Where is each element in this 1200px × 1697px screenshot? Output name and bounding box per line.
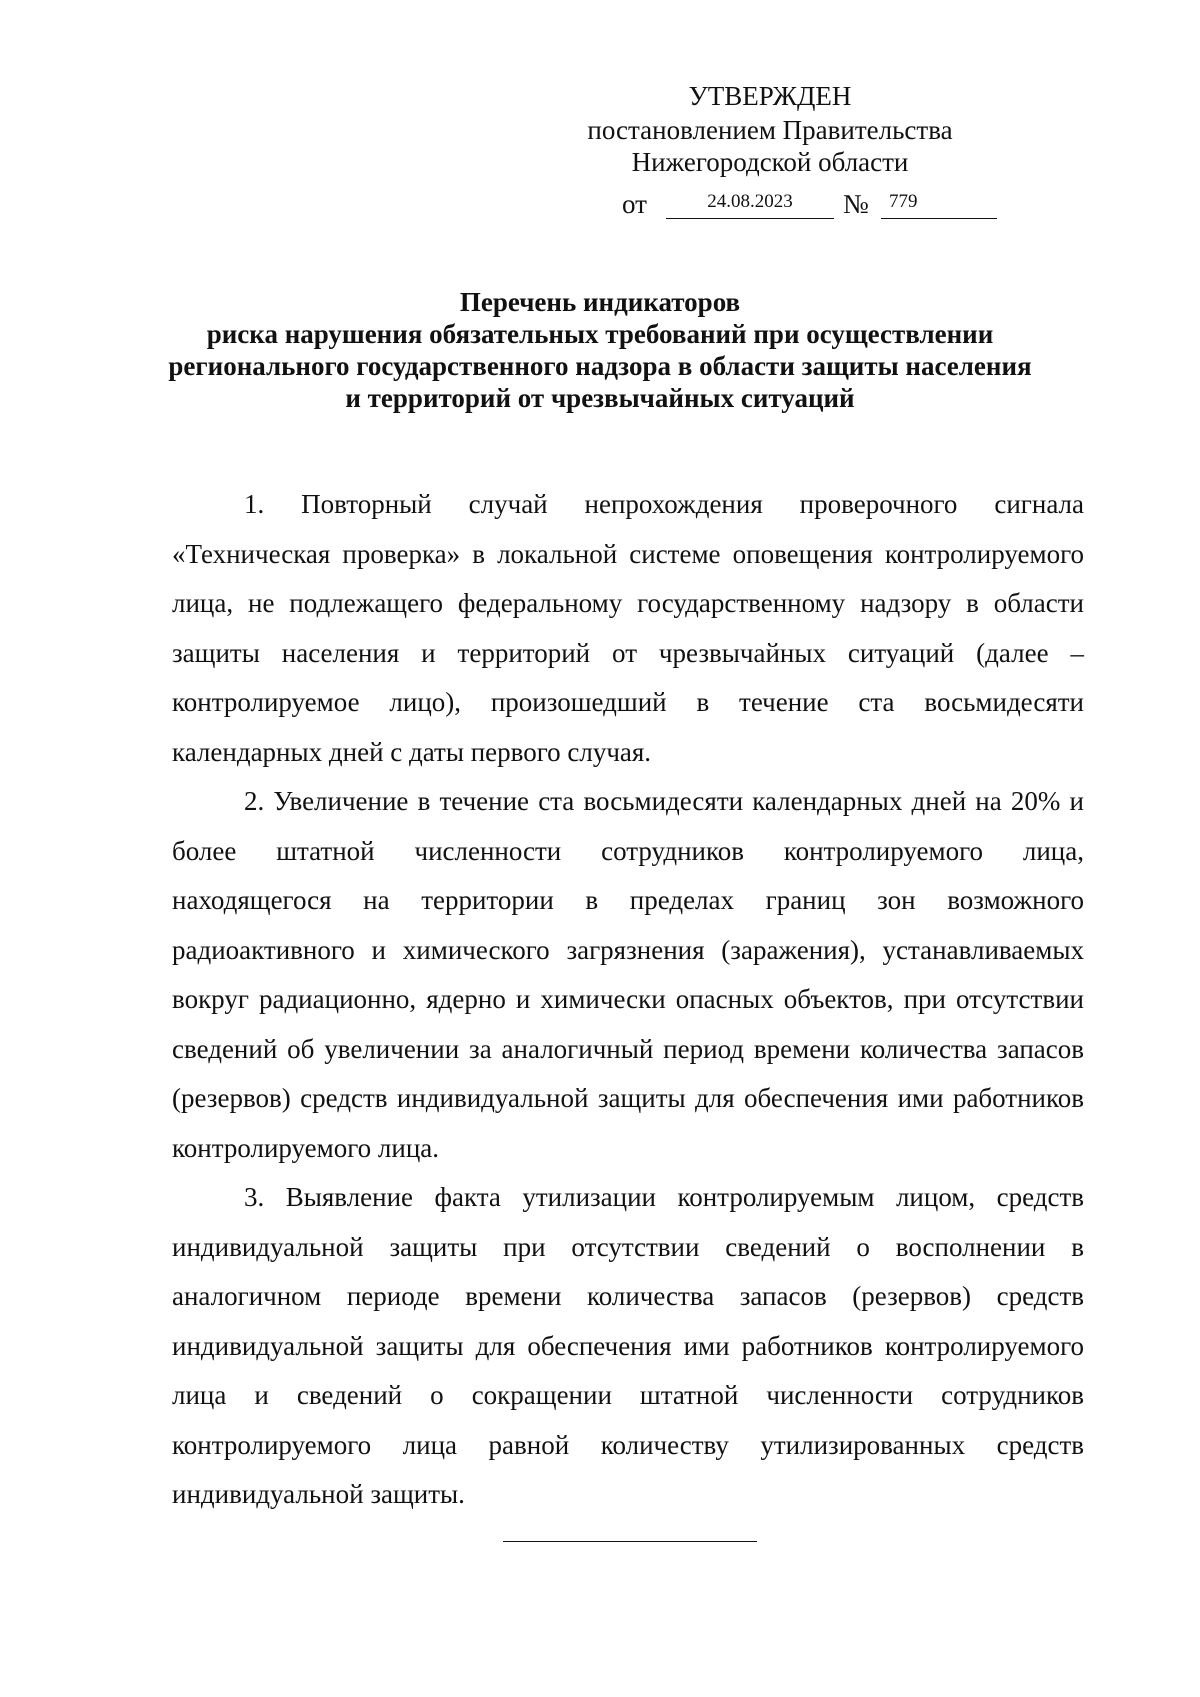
title-line-4: и территорий от чрезвычайных ситуаций [345,383,855,413]
document-body [172,480,1084,1520]
approval-date: 24.08.2023 [666,188,834,219]
list-item: 1. Повторный случай непрохождения проверочного сигнала «Техническая проверка» в локальной системе оповещения контролируемого лица, не подлежащего федеральному государственному надзору в области защиты населения и территорий от чрезвычайных ситуаций (далее – контролируемое лицо), произошедший в течение ста восьмидесяти календарных дней с даты первого случая. [172,489,1084,767]
approval-number: 779 [881,188,997,219]
document-title [140,286,1060,414]
approval-line-1: постановлением Правительства [587,115,953,145]
date-prefix: от [622,189,647,219]
title-line-1: Перечень индикаторов [459,287,741,317]
approval-date-row [622,188,982,224]
approved-heading: УТВЕРЖДЕН [688,81,852,111]
approval-block [560,80,980,178]
list-item: 3. Выявление факта утилизации контролируемым лицом, средств индивидуальной защиты при отсутствии сведений о восполнении в аналогичном периоде времени количества запасов (резервов) средств индивидуальной защиты для обеспечения ими работников контролируемого лица и сведений о сокращении штатной численности сотрудников контролируемого лица равной количеству утилизированных средств индивидуальной защиты. [172,1182,1084,1509]
title-line-2: риска нарушения обязательных требований при осуществлении [206,319,994,349]
title-line-3: регионального государственного надзора в области защиты населения [168,351,1032,381]
list-item: 2. Увеличение в течение ста восьмидесяти календарных дней на 20% и более штатной численности сотрудников контролируемого лица, находящегося на территории в пределах границ зон возможного радиоактивного и химического загрязнения (заражения), устанавливаемых вокруг радиационно, ядерно и химически опасных объектов, при отсутствии сведений об увеличении за аналогичный период времени количества запасов (резервов) средств индивидуальной защиты для обеспечения ими работников контролируемого лица. [172,786,1084,1163]
end-divider [503,1541,757,1542]
approval-line-2: Нижегородской области [631,147,909,177]
number-sign: № [843,189,869,219]
